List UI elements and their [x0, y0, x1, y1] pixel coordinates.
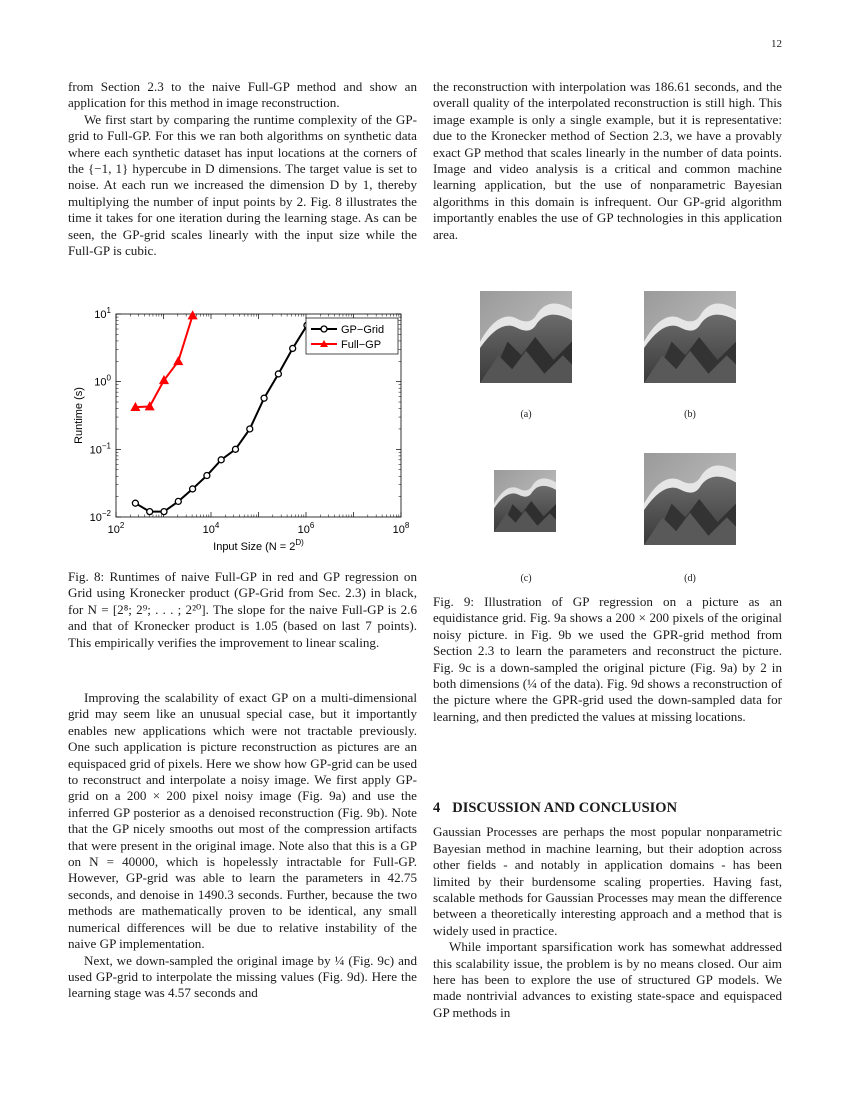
legend-label: GP−Grid	[341, 324, 385, 336]
data-point	[190, 486, 196, 492]
data-point	[147, 509, 153, 515]
data-point	[218, 457, 224, 463]
y-axis-label: Runtime (s)	[73, 387, 85, 444]
paragraph: While important sparsification work has somewhat addressed this scalability issue, the problem is by no means closed. Our aim here has been to explore the use of structured GP models. We made nontrivial advances to existing state-space and equispaced GP methods in	[433, 939, 782, 1020]
paragraph: Gaussian Processes are perhaps the most popular nonparametric Bayesian method in machine learning, but their adoption across other fields - and notably in application domains - has been limited by their burdensome scaling properties. Having fast, scalable methods for Gaussian Processes may mean the difference between a theoretically interesting approach and a method that is widely used in practice.	[433, 824, 782, 938]
y-tick-label: $10^0$	[94, 373, 111, 389]
series-line	[135, 316, 192, 408]
data-point	[290, 345, 296, 351]
data-point	[175, 498, 181, 504]
paragraph: Improving the scalability of exact GP on a multi-dimensional grid may seem like an unusual special case, but it importantly enables new applications which were not tractable previously. One such application is picture reconstruction as pictures are an equispaced grid of pixels. Here we show how GP-grid can be used to reconstruct and interpolate a noisy image. We first apply GP-grid on a 200 × 200 pixel noisy image (Fig. 9a) and use the inferred GP posterior as a denoised reconstruction (Fig. 9b). Note that the GP nicely smooths out most of the compression artifacts that were present in the original image. Note also that this is a GP on N = 40000, which is hopelessly intractable for Full-GP. However, GP-grid was able to learn the parameters in 42.75 seconds, and denoise in 1490.3 seconds. Further, because the two methods are mathematically proven to be identical, any small numerical differences will be due to relative instability of the naive GP implementation.	[68, 690, 417, 952]
x-axis-label: Input Size ($N = 2^{D)}$	[213, 538, 304, 553]
fig8-runtime-chart	[68, 300, 417, 562]
fig9a-noisy-image	[480, 291, 572, 383]
legend-label: Full−GP	[341, 339, 382, 351]
fig9d-interpolated-image	[644, 453, 736, 545]
data-point	[275, 371, 281, 377]
section-heading: 4 DISCUSSION AND CONCLUSION	[433, 800, 678, 816]
page-number: 12	[771, 38, 782, 50]
chart-series	[131, 311, 310, 514]
fig9-caption: Fig. 9: Illustration of GP regression on a picture as an equidistance grid. Fig. 9a shows a 200 × 200 pixels of the original noisy picture. in Fig. 9b we used the GPR-grid method from Section 2.3 to learn the parameters and reconstruct the picture. Fig. 9c is a down-sampled the original picture (Fig. 9a) by 2 in both dimensions (¼ of the data). Fig. 9d shows a reconstruction of the picture where the GPR-grid used the down-sampled data for learning, and then predicted the values at missing locations.	[433, 594, 782, 724]
y-tick-label: $10^1$	[94, 306, 111, 321]
y-tick-label: $10^{-1}$	[89, 441, 111, 457]
x-tick-label: $10^8$	[392, 521, 410, 536]
data-point	[232, 446, 238, 452]
fig8-caption: Fig. 8: Runtimes of naive Full-GP in red and GP regression on Grid using Kronecker product (GP-Grid from Sec. 2.3) in black, for N = [2⁸; 2⁹; . . . ; 2²⁰]. The slope for the naive Full-GP is 2.6 and that of Kronecker product is 1.05 (based on last 7 points). This empirically verifies the improvement to linear scaling.	[68, 569, 417, 650]
legend-marker	[321, 326, 327, 332]
series-line	[135, 325, 307, 511]
fig9a-label: (a)	[520, 409, 532, 420]
left-column-bottom	[68, 690, 417, 1002]
fig9c-downsampled-image	[494, 470, 556, 532]
paragraph: Next, we down-sampled the original image by ¼ (Fig. 9c) and used GP-grid to interpolate the missing values (Fig. 9d). Here the learning stage was 4.57 seconds and	[68, 952, 417, 1001]
paragraph: We first start by comparing the runtime complexity of the GP-grid to Full-GP. For this we ran both algorithms on synthetic data where each synthetic dataset has input locations at the corners of the {−1, 1} hypercube in D dimensions. The target value is set to noise. At each run we increased the dimension D by 1, thereby multiplying the number of input points by 2. Fig. 8 illustrates the time it takes for one iteration during the learning stage. As can be seen, the GP-grid scales linearly with the input size while the Full-GP is cubic.	[68, 111, 417, 259]
x-tick-label: $10^2$	[107, 521, 125, 536]
section-4	[433, 800, 782, 1021]
data-point	[188, 311, 196, 319]
data-point	[261, 395, 267, 401]
fig9d-label: (d)	[684, 573, 696, 584]
fig9c-label: (c)	[520, 573, 532, 584]
x-tick-label: $10^4$	[202, 521, 220, 536]
left-column-top	[68, 79, 417, 259]
data-point	[161, 509, 167, 515]
fig9b-reconstructed-image	[644, 291, 736, 383]
fig9-figure	[433, 282, 782, 592]
section-title: DISCUSSION AND CONCLUSION	[452, 800, 678, 816]
right-column-top	[433, 79, 782, 243]
y-tick-label: $10^{-2}$	[89, 509, 111, 524]
data-point	[174, 357, 182, 365]
chart-legend	[306, 318, 398, 354]
paragraph: from Section 2.3 to the naive Full-GP method and show an application for this method in image reconstruction.	[68, 79, 417, 111]
data-point	[247, 426, 253, 432]
data-point	[204, 473, 210, 479]
fig9b-label: (b)	[684, 409, 696, 420]
paragraph: the reconstruction with interpolation was 186.61 seconds, and the overall quality of the interpolated reconstruction is still high. This image example is only a single example, but it is representative: due to the Kronecker method of Section 2.3, we have a provably exact GP method that scales linearly in the number of data points. Image and video analysis is a critical and common machine learning application, but the use of nonparametric Bayesian algorithms in this domain is infrequent. Our GP-grid algorithm importantly enables the use of GP technologies in this application area.	[433, 79, 782, 242]
x-tick-label: $10^6$	[297, 521, 315, 536]
data-point	[132, 500, 138, 506]
